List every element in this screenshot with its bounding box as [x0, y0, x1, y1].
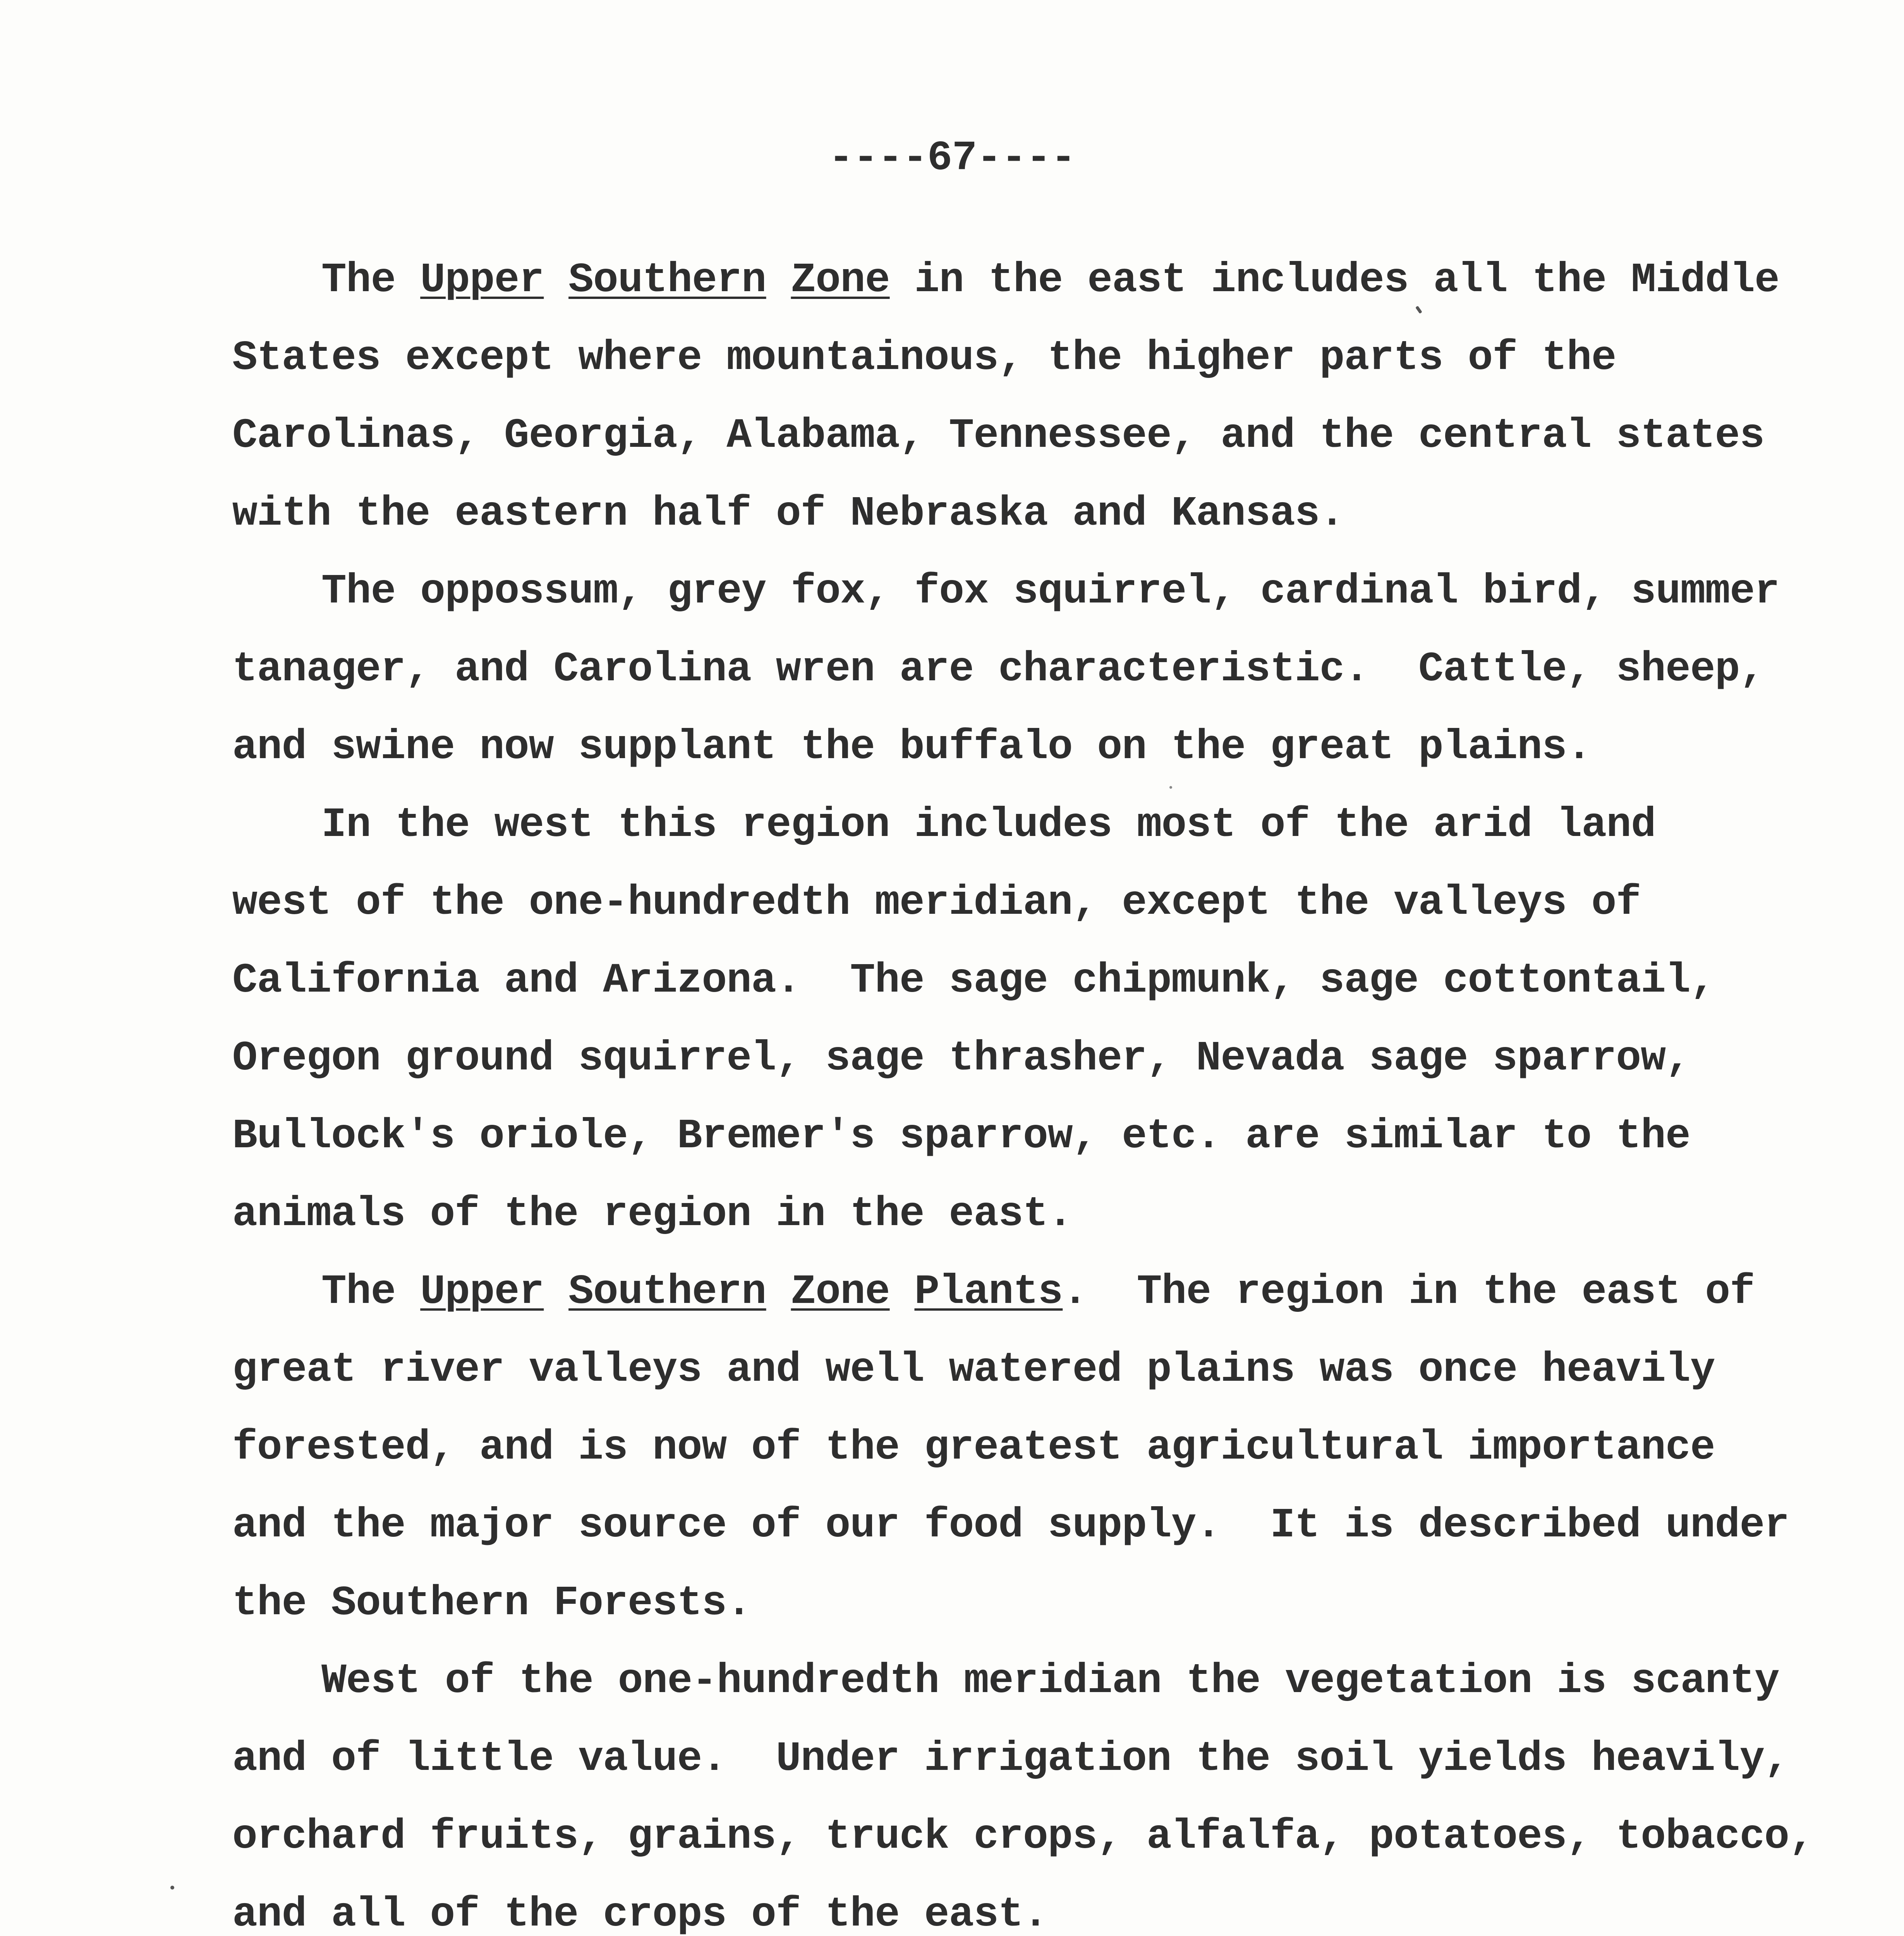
ink-speck	[1415, 306, 1422, 314]
text-run	[766, 1268, 791, 1316]
underlined-term: Zone	[791, 1268, 890, 1316]
text-run: animals of the region in the east.	[232, 1191, 1073, 1238]
text-line	[321, 257, 1904, 304]
text-run: The	[321, 257, 421, 304]
text-run: West of the one-hundredth meridian the vegetation is scanty	[321, 1658, 1779, 1705]
underlined-term: Upper	[420, 1268, 544, 1316]
text-run: Bullock's oriole, Bremer's sparrow, etc. are similar to the	[232, 1113, 1690, 1160]
text-line	[232, 724, 1904, 771]
text-run	[544, 257, 568, 304]
underlined-term: Southern	[568, 1268, 766, 1316]
text-line	[232, 1813, 1904, 1860]
text-run: and of little value. Under irrigation the soil yields heavily,	[232, 1735, 1789, 1783]
text-run	[890, 1268, 915, 1316]
text-run: forested, and is now of the greatest agricultural importance	[232, 1424, 1715, 1471]
text-run: The oppossum, grey fox, fox squirrel, cardinal bird, summer	[321, 568, 1779, 615]
text-run: . The region in the east of	[1063, 1268, 1755, 1316]
text-run: the Southern Forests.	[232, 1580, 752, 1627]
text-run: orchard fruits, grains, truck crops, alfalfa, potatoes, tobacco,	[232, 1813, 1814, 1860]
text-run: Oregon ground squirrel, sage thrasher, Nevada sage sparrow,	[232, 1035, 1690, 1082]
text-line	[232, 1891, 1904, 1936]
text-line	[232, 335, 1904, 382]
text-line	[232, 1424, 1904, 1471]
text-run: Carolinas, Georgia, Alabama, Tennessee, and the central states	[232, 412, 1765, 460]
text-run: States except where mountainous, the higher parts of the	[232, 335, 1616, 382]
text-run: The	[321, 1268, 421, 1316]
text-line	[232, 412, 1904, 460]
page-number: ----67----	[828, 135, 1076, 182]
text-line	[321, 568, 1904, 615]
text-line	[232, 957, 1904, 1004]
underlined-term: Upper	[420, 257, 544, 304]
text-line	[232, 1035, 1904, 1082]
text-run: great river valleys and well watered plains was once heavily	[232, 1346, 1715, 1394]
text-line	[232, 1735, 1904, 1783]
text-line	[321, 1658, 1904, 1705]
text-line	[232, 1113, 1904, 1160]
text-line	[232, 646, 1904, 693]
underlined-term: Plants	[914, 1268, 1063, 1316]
text-run: and swine now supplant the buffalo on the great plains.	[232, 724, 1592, 771]
text-line	[232, 1191, 1904, 1238]
text-line	[232, 1580, 1904, 1627]
text-run: In the west this region includes most of the arid land	[321, 802, 1656, 849]
text-run: west of the one-hundredth meridian, except the valleys of	[232, 879, 1641, 927]
text-run: and all of the crops of the east.	[232, 1891, 1048, 1936]
text-run: in the east includes all the Middle	[889, 257, 1779, 304]
ink-speck	[1169, 786, 1172, 789]
text-line	[232, 1502, 1904, 1549]
text-run: and the major source of our food supply. It is described under	[232, 1502, 1789, 1549]
text-run: California and Arizona. The sage chipmunk, sage cottontail,	[232, 957, 1715, 1004]
text-run: with the eastern half of Nebraska and Kansas.	[232, 490, 1344, 537]
text-run	[766, 257, 791, 304]
text-run	[544, 1268, 568, 1316]
text-line	[232, 879, 1904, 927]
text-line	[321, 1268, 1904, 1316]
text-run: tanager, and Carolina wren are characteristic. Cattle, sheep,	[232, 646, 1765, 693]
underlined-term: Southern	[568, 257, 766, 304]
text-line	[232, 1346, 1904, 1394]
text-line	[321, 802, 1904, 849]
underlined-term: Zone	[791, 257, 890, 304]
text-line	[232, 490, 1904, 537]
ink-speck	[170, 1886, 174, 1890]
